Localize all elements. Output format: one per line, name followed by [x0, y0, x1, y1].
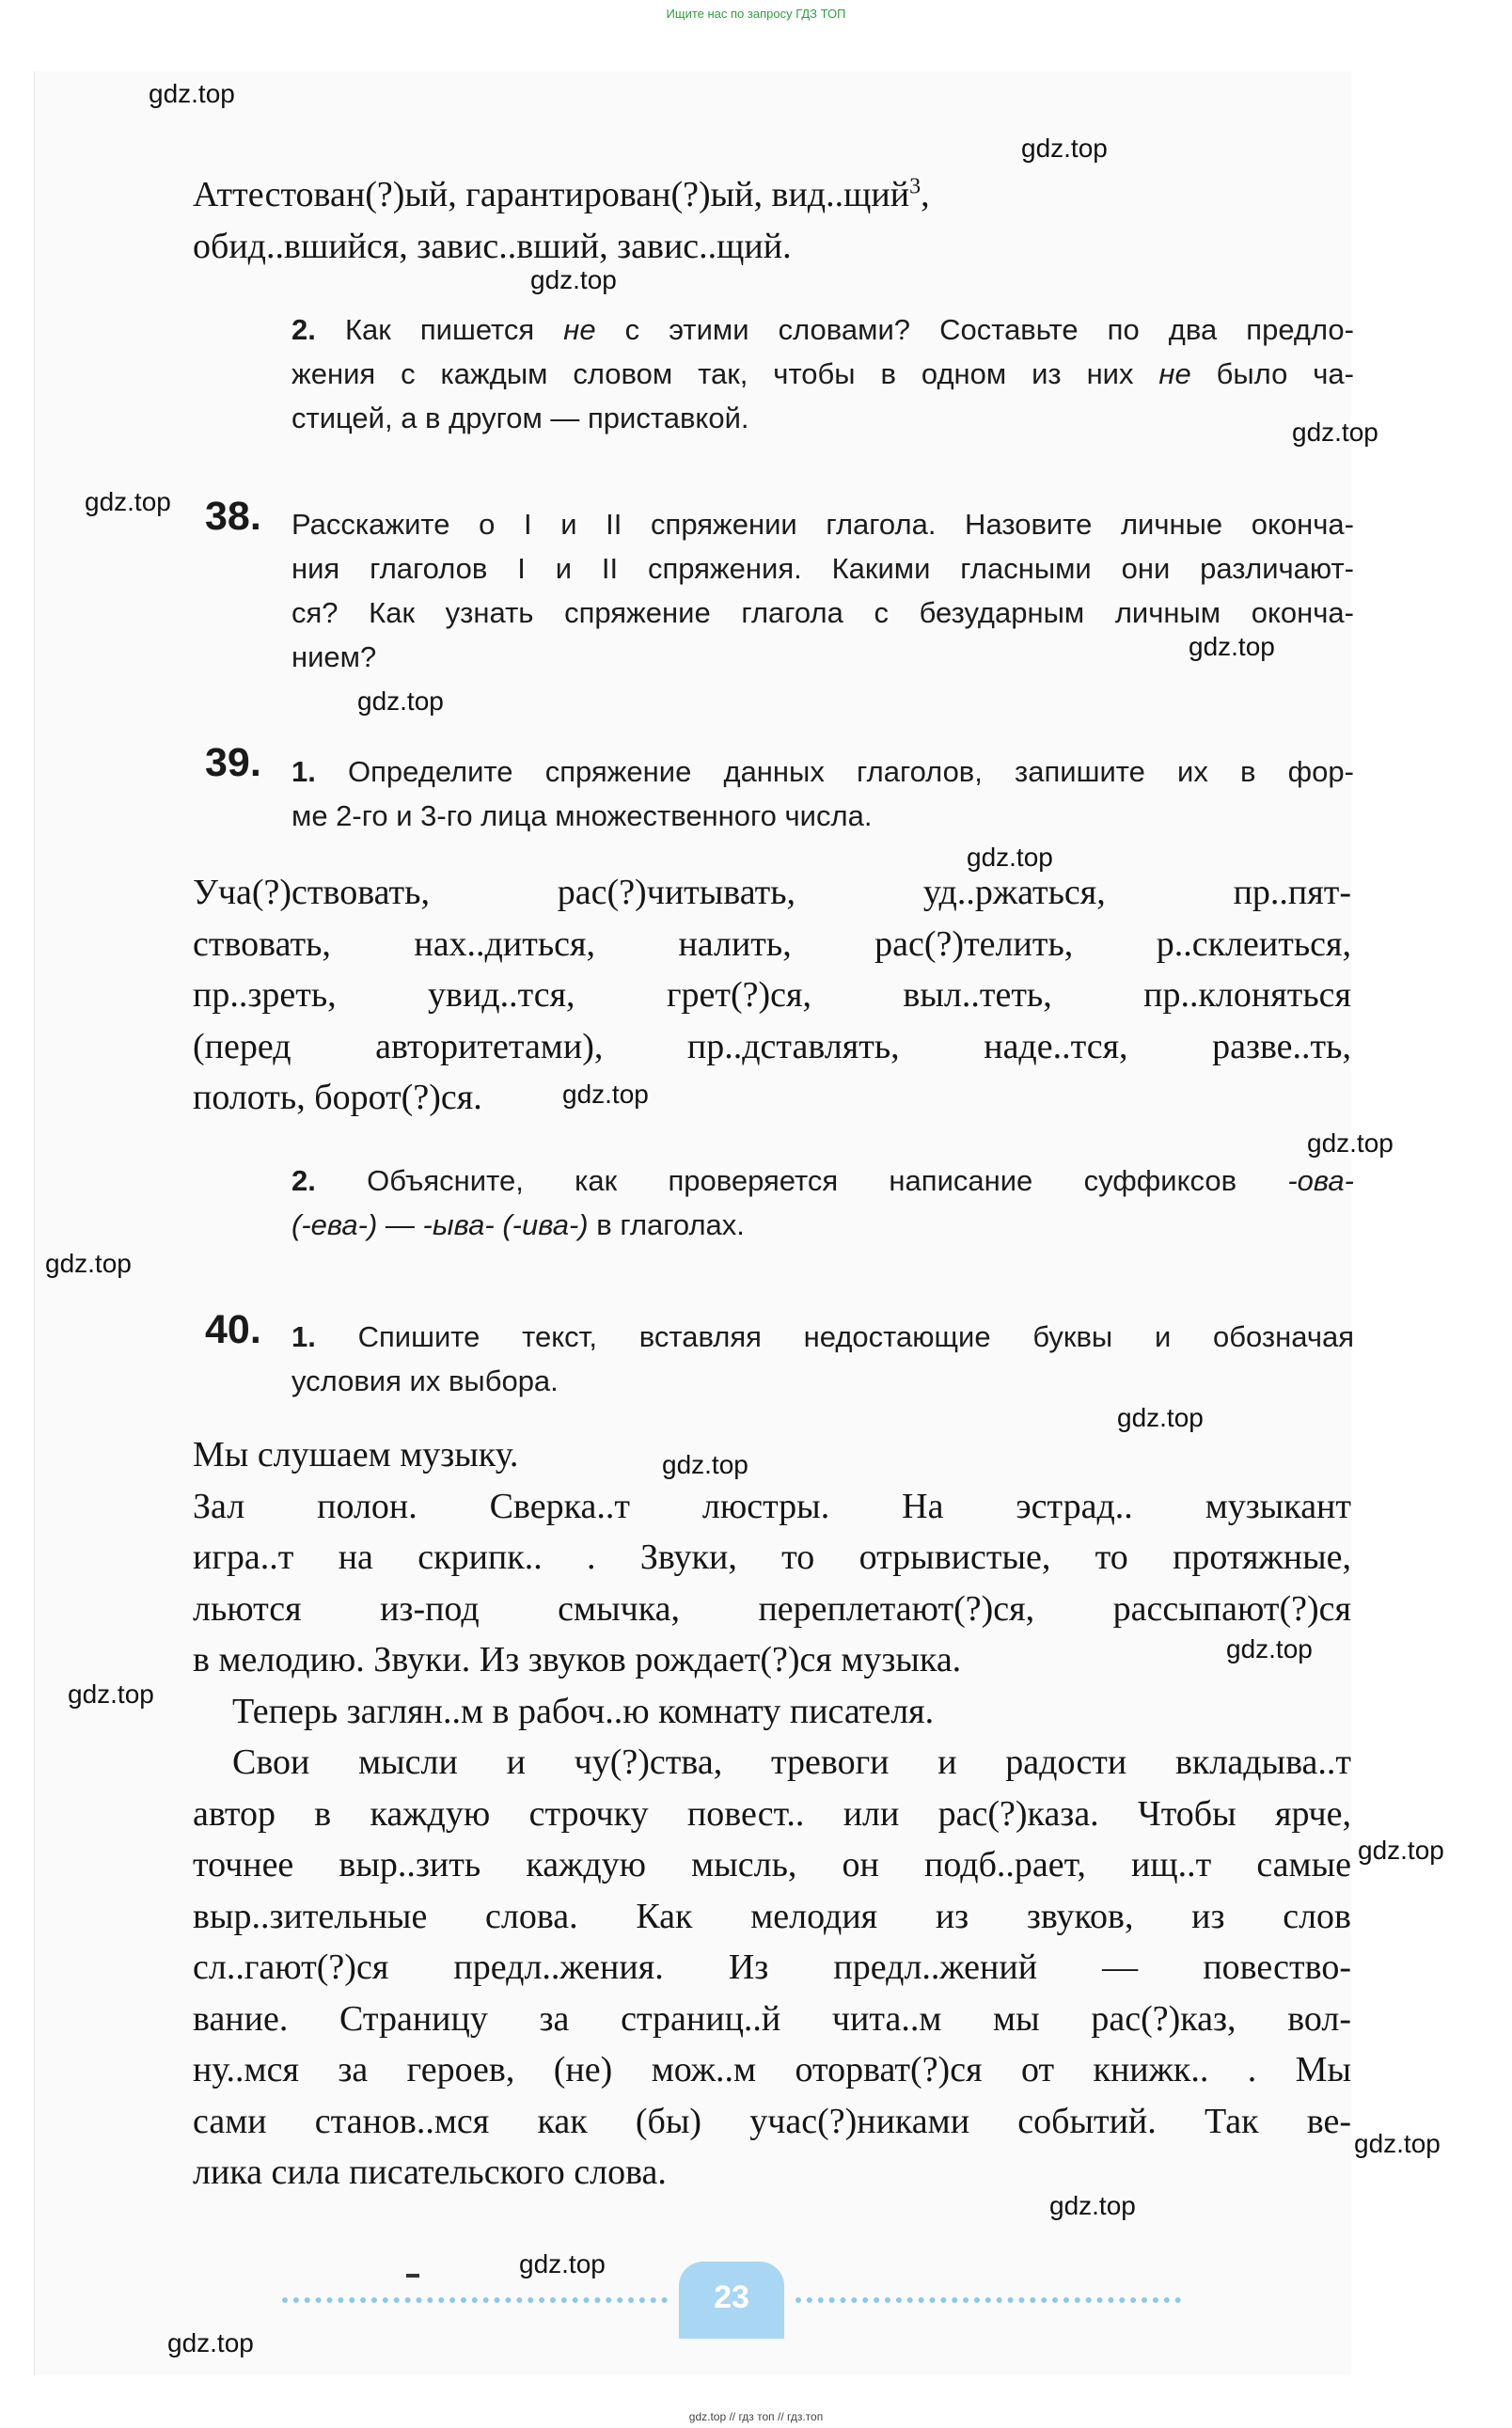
ex40-text-line: в мелодию. Звуки. Из звуков рождает(?)ся музыка. — [193, 1640, 962, 1679]
watermark: gdz.top — [530, 265, 617, 294]
ex40-text-line: ну..мся за героев, (не) мож..м оторват(?)ся от книжк.. . Мы — [193, 2050, 1351, 2089]
watermark: gdz.top — [967, 843, 1053, 872]
ex39-q2-line-2 — [291, 1203, 1354, 1247]
exercise-39-task-2 — [291, 1159, 1354, 1247]
bottom-banner[interactable]: gdz.top // гдз топ // гдз.топ — [688, 2410, 824, 2423]
ex40-text-title: Мы слушаем музыку. — [193, 1435, 519, 1474]
ex39-line-1-text: Определите спряжение данных глаголов, запишите их в фор- — [348, 755, 1354, 788]
ex40-text-line: сами станов..мся как (бы) учас(?)никами событий. Так ве- — [193, 2101, 1351, 2141]
ex39-words-2: ствовать, нах..диться, налить, рас(?)телить, р..склеиться, — [193, 923, 1351, 964]
ex40-line-1 — [291, 1315, 1354, 1359]
ex39-sub-number-2: 2. — [291, 1164, 316, 1197]
exercise-39-task-1 — [291, 749, 1354, 838]
ex39-q2-line-1 — [291, 1159, 1354, 1203]
q37-sub-number: 2. — [291, 313, 316, 346]
intro-line-1-text: Аттестован(?)ый, гарантирован(?)ый, вид..щий — [193, 175, 910, 214]
watermark: gdz.top — [357, 686, 444, 716]
watermark: gdz.top — [1049, 2191, 1136, 2220]
ex38-line-2: ния глаголов I и II спряжения. Какими гласными они различают- — [291, 552, 1354, 585]
exercise-40-number: 40. — [205, 1307, 261, 1352]
watermark: gdz.top — [1358, 1836, 1444, 1865]
ex39-line-1 — [291, 749, 1354, 794]
ex40-text-line: точнее выр..зить каждую мысль, он подб..рает, ищ..т самые — [193, 1845, 1351, 1884]
ex40-text-line: Зал полон. Сверка..т люстры. На эстрад.. музыкант — [193, 1486, 1351, 1526]
watermark: gdz.top — [1292, 418, 1378, 447]
ex40-text-line: выр..зительные слова. Как мелодия из звуков, из слов — [193, 1896, 1351, 1936]
ex39-words-3: пр..зреть, увид..тся, грет(?)ся, выл..теть, пр..клоняться — [193, 975, 1351, 1015]
top-banner[interactable]: Ищите нас по запросу ГДЗ ТОП — [666, 7, 846, 21]
ex39-q2-dash: — — [377, 1208, 423, 1241]
ex40-text-line: лика сила писательского слова. — [193, 2152, 667, 2192]
ex40-text-line: сл..гают(?)ся предл..жения. Из предл..жений — повество- — [193, 1947, 1351, 1987]
ex38-line-1: Расскажите о I и II спряжении глагола. Назовите личные оконча- — [291, 508, 1354, 541]
intro-line-1 — [193, 169, 1351, 221]
exercise-39-words — [193, 867, 1351, 1124]
ex40-line-2: условия их выбора. — [291, 1364, 559, 1397]
watermark: gdz.top — [519, 2249, 606, 2278]
q37-line-1-a: Как пишется — [344, 313, 564, 346]
exercise-39-number: 39. — [205, 740, 261, 785]
ex39-q2-suffix-iva: (-ива-) — [502, 1208, 589, 1241]
watermark: gdz.top — [1117, 1403, 1204, 1432]
watermark: gdz.top — [167, 2328, 254, 2357]
q37-line-2-italic: не — [1158, 357, 1191, 390]
q37-task-2 — [291, 307, 1354, 440]
page-number: 23 — [679, 2262, 784, 2339]
footer-dots-right — [795, 2297, 1181, 2303]
ex40-text-line: игра..т на скрипк.. . Звуки, то отрывистые, то протяжные, — [193, 1537, 1351, 1577]
ex39-q2-suffix-ova: -ова- — [1287, 1164, 1354, 1197]
ex39-q2-text: Объясните, как проверяется написание суффиксов — [367, 1164, 1288, 1197]
q37-line-3: стицей, а в другом — приставкой. — [291, 402, 749, 434]
watermark: gdz.top — [85, 487, 171, 516]
ex39-q2-suffix-eva: (-ева-) — [291, 1208, 378, 1241]
footnote-mark: 3 — [909, 174, 921, 199]
watermark: gdz.top — [68, 1679, 154, 1709]
watermark: gdz.top — [662, 1450, 748, 1479]
q37-line-2-b: было ча- — [1190, 357, 1354, 390]
intro-line-1-end: , — [921, 175, 930, 214]
ex39-q2-end: в глаголах. — [588, 1208, 745, 1241]
ex40-text-line: льются из-под смычка, переплетают(?)ся, рассыпают(?)ся — [193, 1588, 1351, 1629]
ex39-sub-number-1: 1. — [291, 755, 316, 788]
ex40-text-line: вание. Страницу за страниц..й чита..м мы рас(?)каз, вол- — [193, 1998, 1351, 2039]
intro-block — [193, 169, 1351, 272]
watermark: gdz.top — [1307, 1128, 1394, 1158]
watermark: gdz.top — [1189, 632, 1275, 661]
q37-line-2-a: жения с каждым словом так, чтобы в одном из них — [291, 357, 1159, 390]
exercise-38-number: 38. — [205, 494, 261, 539]
ex39-words-5: полоть, борот(?)ся. — [193, 1078, 482, 1117]
stray-mark — [406, 2274, 419, 2278]
exercise-40-task-1 — [291, 1315, 1354, 1403]
ex39-words-1: Уча(?)ствовать, рас(?)читывать, уд..ржаться, пр..пят- — [193, 873, 1351, 912]
q37-line-1-b: с этими словами? Составьте по два предло- — [595, 313, 1354, 346]
ex40-sub-number-1: 1. — [291, 1320, 316, 1353]
ex40-line-1-text: Спишите текст, вставляя недостающие буквы и обозначая — [357, 1320, 1354, 1353]
watermark: gdz.top — [149, 79, 235, 108]
intro-line-2: обид..вшийся, завис..вший, завис..щий. — [193, 226, 792, 266]
watermark: gdz.top — [1354, 2129, 1441, 2158]
q37-line-1-italic: не — [563, 313, 596, 346]
ex39-words-4: (перед авторитетами), пр..дставлять, наде..тся, разве..ть, — [193, 1026, 1351, 1066]
watermark: gdz.top — [1226, 1634, 1313, 1663]
watermark: gdz.top — [45, 1249, 132, 1278]
watermark: gdz.top — [1021, 134, 1108, 163]
ex40-text-line: Свои мысли и чу(?)ства, тревоги и радости вкладыва..т — [232, 1742, 1351, 1782]
q37-line-1 — [291, 307, 1354, 352]
watermark: gdz.top — [562, 1080, 649, 1109]
q37-line-2 — [291, 352, 1354, 396]
footer-dots-left — [282, 2297, 668, 2303]
ex40-text-line: автор в каждую строчку повест.. или рас(?)каза. Чтобы ярче, — [193, 1793, 1351, 1834]
ex39-line-2: ме 2-го и 3-го лица множественного числа. — [291, 799, 873, 832]
ex40-text-line: Теперь заглян..м в рабоч..ю комнату писателя. — [232, 1691, 935, 1731]
ex38-line-3: ся? Как узнать спряжение глагола с безударным личным оконча- — [291, 596, 1354, 629]
ex39-q2-suffix-yva: -ыва- — [422, 1208, 495, 1241]
ex38-line-4: нием? — [291, 640, 377, 673]
exercise-40-text — [193, 1429, 1351, 2199]
